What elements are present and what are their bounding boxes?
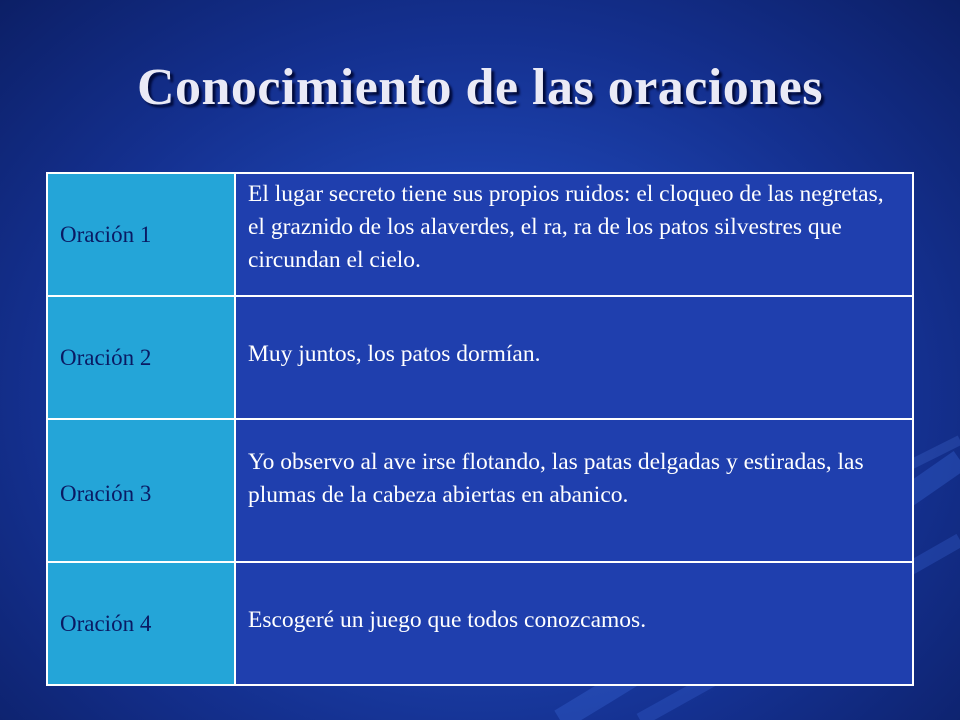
sentence-text: Muy juntos, los patos dormían. <box>235 296 913 419</box>
sentence-label: Oración 3 <box>47 419 235 562</box>
table-row <box>47 296 913 419</box>
slide-title: Conocimiento de las oraciones <box>136 59 824 116</box>
table-row <box>47 173 913 296</box>
sentence-text: Yo observo al ave irse flotando, las patas delgadas y estiradas, las plumas de la cabeza abiertas en abanico. <box>235 419 913 562</box>
sentence-label: Oración 4 <box>47 562 235 685</box>
sentences-table <box>46 172 914 686</box>
sentence-label: Oración 1 <box>47 173 235 296</box>
table-row <box>47 419 913 562</box>
sentence-label: Oración 2 <box>47 296 235 419</box>
sentence-text: Escogeré un juego que todos conozcamos. <box>235 562 913 685</box>
table-row <box>47 562 913 685</box>
sentence-text: El lugar secreto tiene sus propios ruidos: el cloqueo de las negretas, el graznido de los alaverdes, el ra, ra de los patos silvestres que circundan el cielo. <box>235 173 913 296</box>
